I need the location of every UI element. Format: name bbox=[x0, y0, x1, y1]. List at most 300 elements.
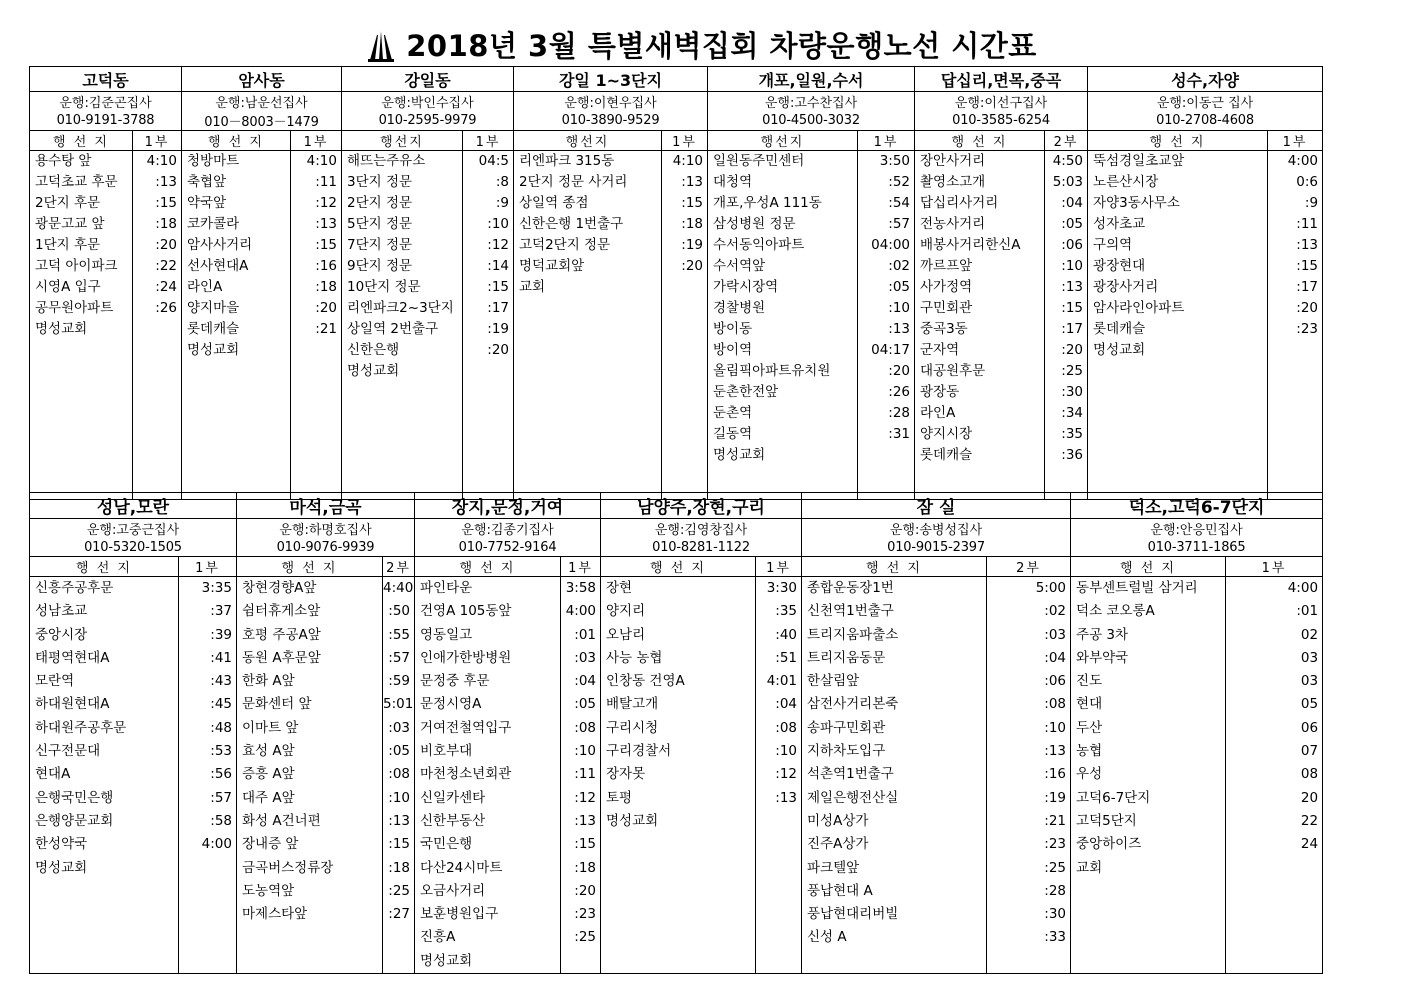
driver-phone: 010-8281-1122 bbox=[601, 538, 802, 557]
stop-time: :14 bbox=[487, 258, 509, 274]
time-list bbox=[662, 151, 708, 500]
route-name: 장지,문정,거여 bbox=[415, 493, 601, 519]
stop-time: :05 bbox=[1061, 216, 1084, 232]
stop-name: 태평역현대A bbox=[35, 649, 110, 666]
stop-time: :18 bbox=[388, 859, 410, 876]
stop-time: :57 bbox=[210, 789, 232, 806]
driver-phone: 010-2595-9979 bbox=[342, 111, 514, 131]
stop-name: 신한은행 1번출구 bbox=[519, 216, 624, 232]
stop-time: :03 bbox=[1044, 626, 1067, 643]
stop-time: :23 bbox=[1296, 321, 1319, 337]
stop-name: 화성 A건너편 bbox=[242, 812, 321, 829]
stop-time: :19 bbox=[681, 237, 704, 253]
stop-name: 비호부대 bbox=[420, 743, 473, 760]
driver-name: 운행:박인수집사 bbox=[342, 92, 514, 112]
time-list bbox=[1226, 577, 1323, 974]
stop-name: 삼전사거리본죽 bbox=[807, 696, 899, 713]
stop-time: :21 bbox=[1044, 812, 1067, 829]
stop-name: 증흥 A앞 bbox=[242, 766, 295, 783]
stop-time bbox=[756, 810, 801, 833]
stop-time: :15 bbox=[574, 836, 597, 853]
stop-name: 중곡3동 bbox=[920, 321, 968, 337]
stop-time bbox=[179, 857, 236, 880]
stop-time bbox=[561, 950, 600, 973]
stop-time: :20 bbox=[888, 363, 911, 379]
stop-time: 22 bbox=[1300, 812, 1319, 829]
stop-time: :13 bbox=[1044, 743, 1067, 760]
stop-time: :08 bbox=[1044, 696, 1067, 713]
stop-name: 파인타운 bbox=[420, 580, 473, 596]
time-header: 1부 bbox=[291, 131, 342, 151]
stop-name: 장안사거리 bbox=[920, 153, 986, 169]
stop-name: 라인A bbox=[920, 405, 956, 421]
stop-time: :57 bbox=[388, 649, 410, 666]
page-title: 2018년 3월 특별새벽집회 차량운행노선 시간표 bbox=[0, 22, 1403, 66]
stop-name: 고덕5단지 bbox=[1076, 812, 1137, 829]
stop-list bbox=[601, 577, 756, 974]
time-header: 2부 bbox=[383, 557, 415, 577]
stop-time: :43 bbox=[210, 673, 232, 690]
stop-name: 명성교회 bbox=[713, 447, 766, 463]
stop-name: 한살림앞 bbox=[807, 673, 860, 690]
stop-name: 롯데캐슬 bbox=[1093, 321, 1146, 337]
driver-name: 운행:이동근 집사 bbox=[1088, 92, 1323, 112]
stop-name: 덕소 코오롱A bbox=[1076, 603, 1155, 620]
driver-name: 운행:하명호집사 bbox=[237, 519, 415, 539]
stop-time: :10 bbox=[775, 743, 798, 760]
stop-time: :41 bbox=[210, 649, 232, 666]
stop-time: :18 bbox=[574, 859, 597, 876]
stop-time: 0:6 bbox=[1296, 174, 1319, 190]
stop-list bbox=[1071, 577, 1226, 974]
driver-name: 운행:송병성집사 bbox=[802, 519, 1071, 539]
stop-list bbox=[514, 151, 662, 500]
stop-time: :59 bbox=[388, 673, 410, 690]
stop-time: :17 bbox=[487, 300, 509, 316]
stop-name: 건영A 105동앞 bbox=[420, 603, 512, 620]
stop-name: 호평 주공A앞 bbox=[242, 626, 321, 643]
stop-name: 다산24시마트 bbox=[420, 859, 503, 876]
stop-time: :12 bbox=[775, 766, 798, 783]
stop-name: 명성교회 bbox=[187, 342, 240, 358]
stop-name: 군자역 bbox=[920, 342, 960, 358]
stop-name: 종합운동장1번 bbox=[807, 580, 894, 596]
stop-name: 1단지 후문 bbox=[35, 237, 101, 253]
stop-time: :15 bbox=[388, 836, 410, 853]
stop-name: 트리지움파출소 bbox=[807, 626, 899, 643]
route-name: 성남,모란 bbox=[30, 493, 237, 519]
stop-name: 제일은행전산실 bbox=[807, 789, 899, 806]
stop-name: 구리시청 bbox=[606, 719, 659, 736]
stop-time: :20 bbox=[155, 237, 177, 253]
stop-name: 답십리사거리 bbox=[920, 195, 999, 211]
stop-name: 자양3동사무소 bbox=[1093, 195, 1180, 211]
stop-time: :22 bbox=[155, 258, 177, 274]
stop-time: :10 bbox=[388, 789, 410, 806]
stop-name: 리엔파크2~3단지 bbox=[347, 300, 454, 316]
stop-list bbox=[30, 151, 133, 500]
stop-name: 진도 bbox=[1076, 673, 1103, 690]
stop-time: 4:01 bbox=[766, 673, 798, 690]
stop-name: 영동일고 bbox=[420, 626, 473, 643]
stop-name: 토평 bbox=[606, 789, 633, 806]
stop-header: 행 선 지 bbox=[237, 557, 383, 577]
stop-time: :23 bbox=[1044, 836, 1067, 853]
driver-name: 운행:고중근집사 bbox=[30, 519, 237, 539]
stop-time: :01 bbox=[1296, 603, 1319, 620]
stop-time: :08 bbox=[775, 719, 798, 736]
stop-time: :10 bbox=[888, 300, 911, 316]
stop-time: :13 bbox=[1061, 279, 1084, 295]
stop-time: :35 bbox=[1061, 426, 1084, 442]
stop-list bbox=[182, 151, 291, 500]
stop-time: :16 bbox=[1044, 766, 1067, 783]
route-name: 강일 1~3단지 bbox=[514, 67, 708, 92]
stop-name: 두산 bbox=[1076, 719, 1103, 736]
stop-name: 축협앞 bbox=[187, 174, 227, 190]
stop-header: 행 선 지 bbox=[30, 557, 179, 577]
stop-name: 사가정역 bbox=[920, 279, 973, 295]
stop-name: 광장사거리 bbox=[1093, 279, 1159, 295]
stop-time: 3:50 bbox=[879, 153, 911, 169]
stop-time: :39 bbox=[210, 626, 232, 643]
route-name: 마석,금곡 bbox=[237, 493, 415, 519]
stop-time: :20 bbox=[574, 882, 597, 899]
stop-time: :30 bbox=[1044, 906, 1067, 923]
stop-time bbox=[463, 361, 513, 382]
stop-time: :28 bbox=[888, 405, 911, 421]
stop-time: :04 bbox=[775, 696, 798, 713]
stop-header: 행 선 지 bbox=[182, 131, 291, 151]
stop-time: 03 bbox=[1300, 649, 1319, 666]
stop-time: 04:5 bbox=[478, 153, 509, 169]
stop-name: 양지마을 bbox=[187, 300, 240, 316]
stop-name: 길동역 bbox=[713, 426, 753, 442]
driver-phone: 010-2708-4608 bbox=[1088, 111, 1323, 131]
stop-time: 3:30 bbox=[766, 580, 798, 596]
driver-name: 운행:고수찬집사 bbox=[708, 92, 915, 112]
stop-time: 4:10 bbox=[306, 153, 337, 169]
stop-header: 행선지 bbox=[708, 131, 858, 151]
stop-time: :21 bbox=[315, 321, 337, 337]
stop-name: 해뜨는주유소 bbox=[347, 153, 426, 169]
stop-time: :25 bbox=[1044, 859, 1067, 876]
stop-time: :20 bbox=[1061, 342, 1084, 358]
stop-name: 현대A bbox=[35, 766, 71, 783]
time-list bbox=[756, 577, 802, 974]
time-list bbox=[291, 151, 342, 500]
stop-time: :20 bbox=[315, 300, 337, 316]
stop-time bbox=[1268, 340, 1322, 361]
stop-name: 방이동 bbox=[713, 321, 753, 337]
stop-name: 미성A상가 bbox=[807, 812, 869, 829]
stop-name: 현대 bbox=[1076, 696, 1103, 713]
stop-name: 동부센트럴빌 삼거리 bbox=[1076, 580, 1198, 596]
driver-phone: 010-9015-2397 bbox=[802, 538, 1071, 557]
driver-name: 운행:김영창집사 bbox=[601, 519, 802, 539]
stop-time: :03 bbox=[574, 649, 597, 666]
driver-phone: 010-5320-1505 bbox=[30, 538, 237, 557]
stop-name: 10단지 정문 bbox=[347, 279, 421, 295]
stop-time: :31 bbox=[888, 426, 911, 442]
stop-name: 암사라인아파트 bbox=[1093, 300, 1185, 316]
stop-time: :52 bbox=[888, 174, 911, 190]
stop-time: :33 bbox=[1044, 929, 1067, 946]
stop-name: 약국앞 bbox=[187, 195, 227, 211]
stop-name: 우성 bbox=[1076, 766, 1103, 783]
stop-name: 삼성병원 정문 bbox=[713, 216, 796, 232]
stop-time: 3:58 bbox=[565, 580, 597, 596]
stop-time: 24 bbox=[1300, 836, 1319, 853]
stop-name: 오남리 bbox=[606, 626, 646, 643]
time-header: 1부 bbox=[662, 131, 708, 151]
driver-phone: 010-9191-3788 bbox=[30, 111, 182, 131]
stop-name: 신일카센타 bbox=[420, 789, 486, 806]
stop-name: 신성 A bbox=[807, 929, 847, 946]
stop-time: :13 bbox=[574, 812, 597, 829]
stop-time: :13 bbox=[1296, 237, 1319, 253]
stop-name: 마천청소년회관 bbox=[420, 766, 512, 783]
stop-time: :19 bbox=[1044, 789, 1067, 806]
stop-time: :9 bbox=[495, 195, 509, 211]
stop-time: 4:00 bbox=[565, 603, 597, 620]
time-list bbox=[463, 151, 514, 500]
stop-name: 배봉사거리한신A bbox=[920, 237, 1021, 253]
stop-name: 명덕교회앞 bbox=[519, 258, 585, 274]
stop-name: 구민회관 bbox=[920, 300, 973, 316]
stop-name: 교회 bbox=[1076, 859, 1103, 876]
stop-name: 용수탕 앞 bbox=[35, 153, 92, 169]
stop-time: :05 bbox=[388, 743, 410, 760]
stop-name: 2단지 정문 bbox=[347, 195, 413, 211]
stop-time: :25 bbox=[574, 929, 597, 946]
stop-name: 신구전문대 bbox=[35, 743, 101, 760]
stop-time: :13 bbox=[315, 216, 337, 232]
stop-name: 7단지 정문 bbox=[347, 237, 413, 253]
time-list bbox=[1045, 151, 1088, 500]
time-list bbox=[858, 151, 915, 500]
stop-name: 장현 bbox=[606, 580, 633, 596]
stop-list bbox=[415, 577, 561, 974]
stop-time: :18 bbox=[155, 216, 177, 232]
stop-list bbox=[237, 577, 383, 974]
stop-time: 03 bbox=[1300, 673, 1319, 690]
stop-time: 3:35 bbox=[201, 580, 232, 596]
stop-time: 4:00 bbox=[1287, 153, 1319, 169]
stop-time: :18 bbox=[315, 279, 337, 295]
stop-time: 02 bbox=[1300, 626, 1319, 643]
stop-name: 인창동 건영A bbox=[606, 673, 685, 690]
stop-time: :16 bbox=[315, 258, 337, 274]
stop-time: :55 bbox=[388, 626, 410, 643]
stop-time: :11 bbox=[315, 174, 337, 190]
driver-name: 운행:김종기집사 bbox=[415, 519, 601, 539]
stop-time: :02 bbox=[888, 258, 911, 274]
stop-name: 한성약국 bbox=[35, 836, 88, 853]
stop-name: 암사사거리 bbox=[187, 237, 253, 253]
stop-time: :15 bbox=[1061, 300, 1084, 316]
top-route-table bbox=[29, 66, 1323, 500]
stop-name: 동원 A후문앞 bbox=[242, 649, 321, 666]
stop-time: :40 bbox=[775, 626, 798, 643]
stop-name: 주공 3차 bbox=[1076, 626, 1129, 643]
stop-name: 효성 A앞 bbox=[242, 743, 295, 760]
stop-name: 촬영소고개 bbox=[920, 174, 986, 190]
stop-name: 파크텔앞 bbox=[807, 859, 860, 876]
stop-time: 04:17 bbox=[871, 342, 911, 358]
stop-name: 명성교회 bbox=[35, 321, 88, 337]
stop-name: 장내증 앞 bbox=[242, 836, 299, 853]
stop-name: 도농역앞 bbox=[242, 882, 295, 899]
stop-name: 와부약국 bbox=[1076, 649, 1129, 666]
stop-time: :08 bbox=[574, 719, 597, 736]
stop-name: 문정시영A bbox=[420, 696, 482, 713]
stop-time: :8 bbox=[495, 174, 509, 190]
stop-name: 배탈고개 bbox=[606, 696, 659, 713]
stop-name: 광문고교 앞 bbox=[35, 216, 105, 232]
stop-name: 2단지 정문 사거리 bbox=[519, 174, 628, 190]
stop-name: 진흥A bbox=[420, 929, 456, 946]
stop-name: 사능 농협 bbox=[606, 649, 663, 666]
stop-name: 광장동 bbox=[920, 384, 960, 400]
time-header: 1부 bbox=[756, 557, 802, 577]
driver-name: 운행:안응민집사 bbox=[1071, 519, 1323, 539]
stop-time: 04:00 bbox=[871, 237, 911, 253]
route-name: 잠 실 bbox=[802, 493, 1071, 519]
stop-name: 문화센터 앞 bbox=[242, 696, 312, 713]
route-name: 개포,일원,수서 bbox=[708, 67, 915, 92]
stop-name: 문정중 후문 bbox=[420, 673, 490, 690]
stop-name: 고덕6-7단지 bbox=[1076, 789, 1151, 806]
bottom-route-table bbox=[29, 492, 1323, 974]
time-list bbox=[1268, 151, 1323, 500]
time-list bbox=[133, 151, 182, 500]
stop-time: :06 bbox=[1061, 237, 1084, 253]
stop-time: 5:00 bbox=[1035, 580, 1067, 596]
stop-time: :15 bbox=[681, 195, 704, 211]
stop-name: 풍납현대리버빌 bbox=[807, 906, 899, 923]
stop-header: 행선지 bbox=[514, 131, 662, 151]
stop-list bbox=[30, 577, 179, 974]
stop-name: 수서역앞 bbox=[713, 258, 766, 274]
stop-name: 공무원아파트 bbox=[35, 300, 114, 316]
stop-name: 석촌역1번출구 bbox=[807, 766, 894, 783]
stop-name: 신한은행 bbox=[347, 342, 400, 358]
stop-time bbox=[858, 445, 914, 466]
stop-name: 장자못 bbox=[606, 766, 646, 783]
stop-name: 가락시장역 bbox=[713, 279, 779, 295]
stop-name: 성남초교 bbox=[35, 603, 88, 620]
driver-phone: 010-3890-9529 bbox=[514, 111, 708, 131]
stop-name: 하대원주공후문 bbox=[35, 719, 127, 736]
route-name: 답십리,면목,중곡 bbox=[915, 67, 1088, 92]
stop-name: 방이역 bbox=[713, 342, 753, 358]
stop-time: :30 bbox=[1061, 384, 1084, 400]
stop-time: :48 bbox=[210, 719, 232, 736]
stop-list bbox=[342, 151, 463, 500]
stop-time: 06 bbox=[1300, 719, 1319, 736]
stop-name: 뚝섬경일초교앞 bbox=[1093, 153, 1185, 169]
driver-name: 운행:김준곤집사 bbox=[30, 92, 182, 112]
driver-name: 운행:이선구집사 bbox=[915, 92, 1088, 112]
stop-name: 코카콜라 bbox=[187, 216, 240, 232]
stop-time: 4:00 bbox=[201, 836, 232, 853]
time-list bbox=[179, 577, 237, 974]
stop-time bbox=[662, 277, 707, 298]
stop-time: :11 bbox=[574, 766, 597, 783]
stop-name: 하대원현대A bbox=[35, 696, 110, 713]
stop-time: :05 bbox=[574, 696, 597, 713]
stop-time: :56 bbox=[210, 766, 232, 783]
driver-phone: 010-9076-9939 bbox=[237, 538, 415, 557]
stop-name: 명성교회 bbox=[1093, 342, 1146, 358]
stop-name: 구리경찰서 bbox=[606, 743, 672, 760]
stop-header: 행 선 지 bbox=[1071, 557, 1226, 577]
stop-time: :20 bbox=[487, 342, 509, 358]
driver-phone: 010-3711-1865 bbox=[1071, 538, 1323, 557]
stop-time: :57 bbox=[888, 216, 911, 232]
stop-time: :26 bbox=[155, 300, 177, 316]
stop-time: :06 bbox=[1044, 673, 1067, 690]
time-header: 1부 bbox=[133, 131, 182, 151]
stop-time: :03 bbox=[388, 719, 410, 736]
stop-name: 상일역 2번출구 bbox=[347, 321, 439, 337]
stop-name: 둔촌한전앞 bbox=[713, 384, 779, 400]
stop-name: 전농사거리 bbox=[920, 216, 986, 232]
stop-time: :17 bbox=[1061, 321, 1084, 337]
stop-name: 고덕 아이파크 bbox=[35, 258, 118, 274]
stop-name: 청방마트 bbox=[187, 153, 240, 169]
stop-header: 행 선 지 bbox=[415, 557, 561, 577]
stop-time: :15 bbox=[155, 195, 177, 211]
stop-header: 행 선 지 bbox=[601, 557, 756, 577]
time-header: 2부 bbox=[987, 557, 1071, 577]
route-name: 덕소,고덕6-7단지 bbox=[1071, 493, 1323, 519]
stop-time: :35 bbox=[775, 603, 798, 620]
stop-time: :17 bbox=[1296, 279, 1319, 295]
stop-name: 금곡버스정류장 bbox=[242, 859, 334, 876]
stop-name: 대공원후문 bbox=[920, 363, 986, 379]
stop-time: :13 bbox=[388, 812, 410, 829]
stop-name: 리엔파크 315동 bbox=[519, 153, 615, 169]
stop-list bbox=[802, 577, 987, 974]
stop-name: 트리지움동문 bbox=[807, 649, 886, 666]
stop-time: :25 bbox=[388, 882, 410, 899]
stop-name: 명성교회 bbox=[420, 952, 473, 969]
stop-name: 이마트 앞 bbox=[242, 719, 299, 736]
stop-name: 구의역 bbox=[1093, 237, 1133, 253]
stop-time: :18 bbox=[681, 216, 704, 232]
stop-header: 행 선 지 bbox=[30, 131, 133, 151]
stop-time: :9 bbox=[1304, 195, 1319, 211]
stop-time: :20 bbox=[1296, 300, 1319, 316]
stop-name: 양지시장 bbox=[920, 426, 973, 442]
stop-name: 창현경향A앞 bbox=[242, 580, 317, 596]
stop-name: 중앙하이즈 bbox=[1076, 836, 1142, 853]
stop-name: 일원동주민센터 bbox=[713, 153, 805, 169]
stop-time: :08 bbox=[388, 766, 410, 783]
time-header: 1부 bbox=[561, 557, 601, 577]
stop-time: :19 bbox=[487, 321, 509, 337]
stop-name: 까르프앞 bbox=[920, 258, 973, 274]
stop-name: 2단지 후문 bbox=[35, 195, 101, 211]
stop-time: :27 bbox=[388, 906, 410, 923]
stop-time: :51 bbox=[775, 649, 798, 666]
stop-name: 5단지 정문 bbox=[347, 216, 413, 232]
route-name: 성수,자양 bbox=[1088, 67, 1323, 92]
stop-name: 대주 A앞 bbox=[242, 789, 295, 806]
stop-time: 4:10 bbox=[146, 153, 177, 169]
